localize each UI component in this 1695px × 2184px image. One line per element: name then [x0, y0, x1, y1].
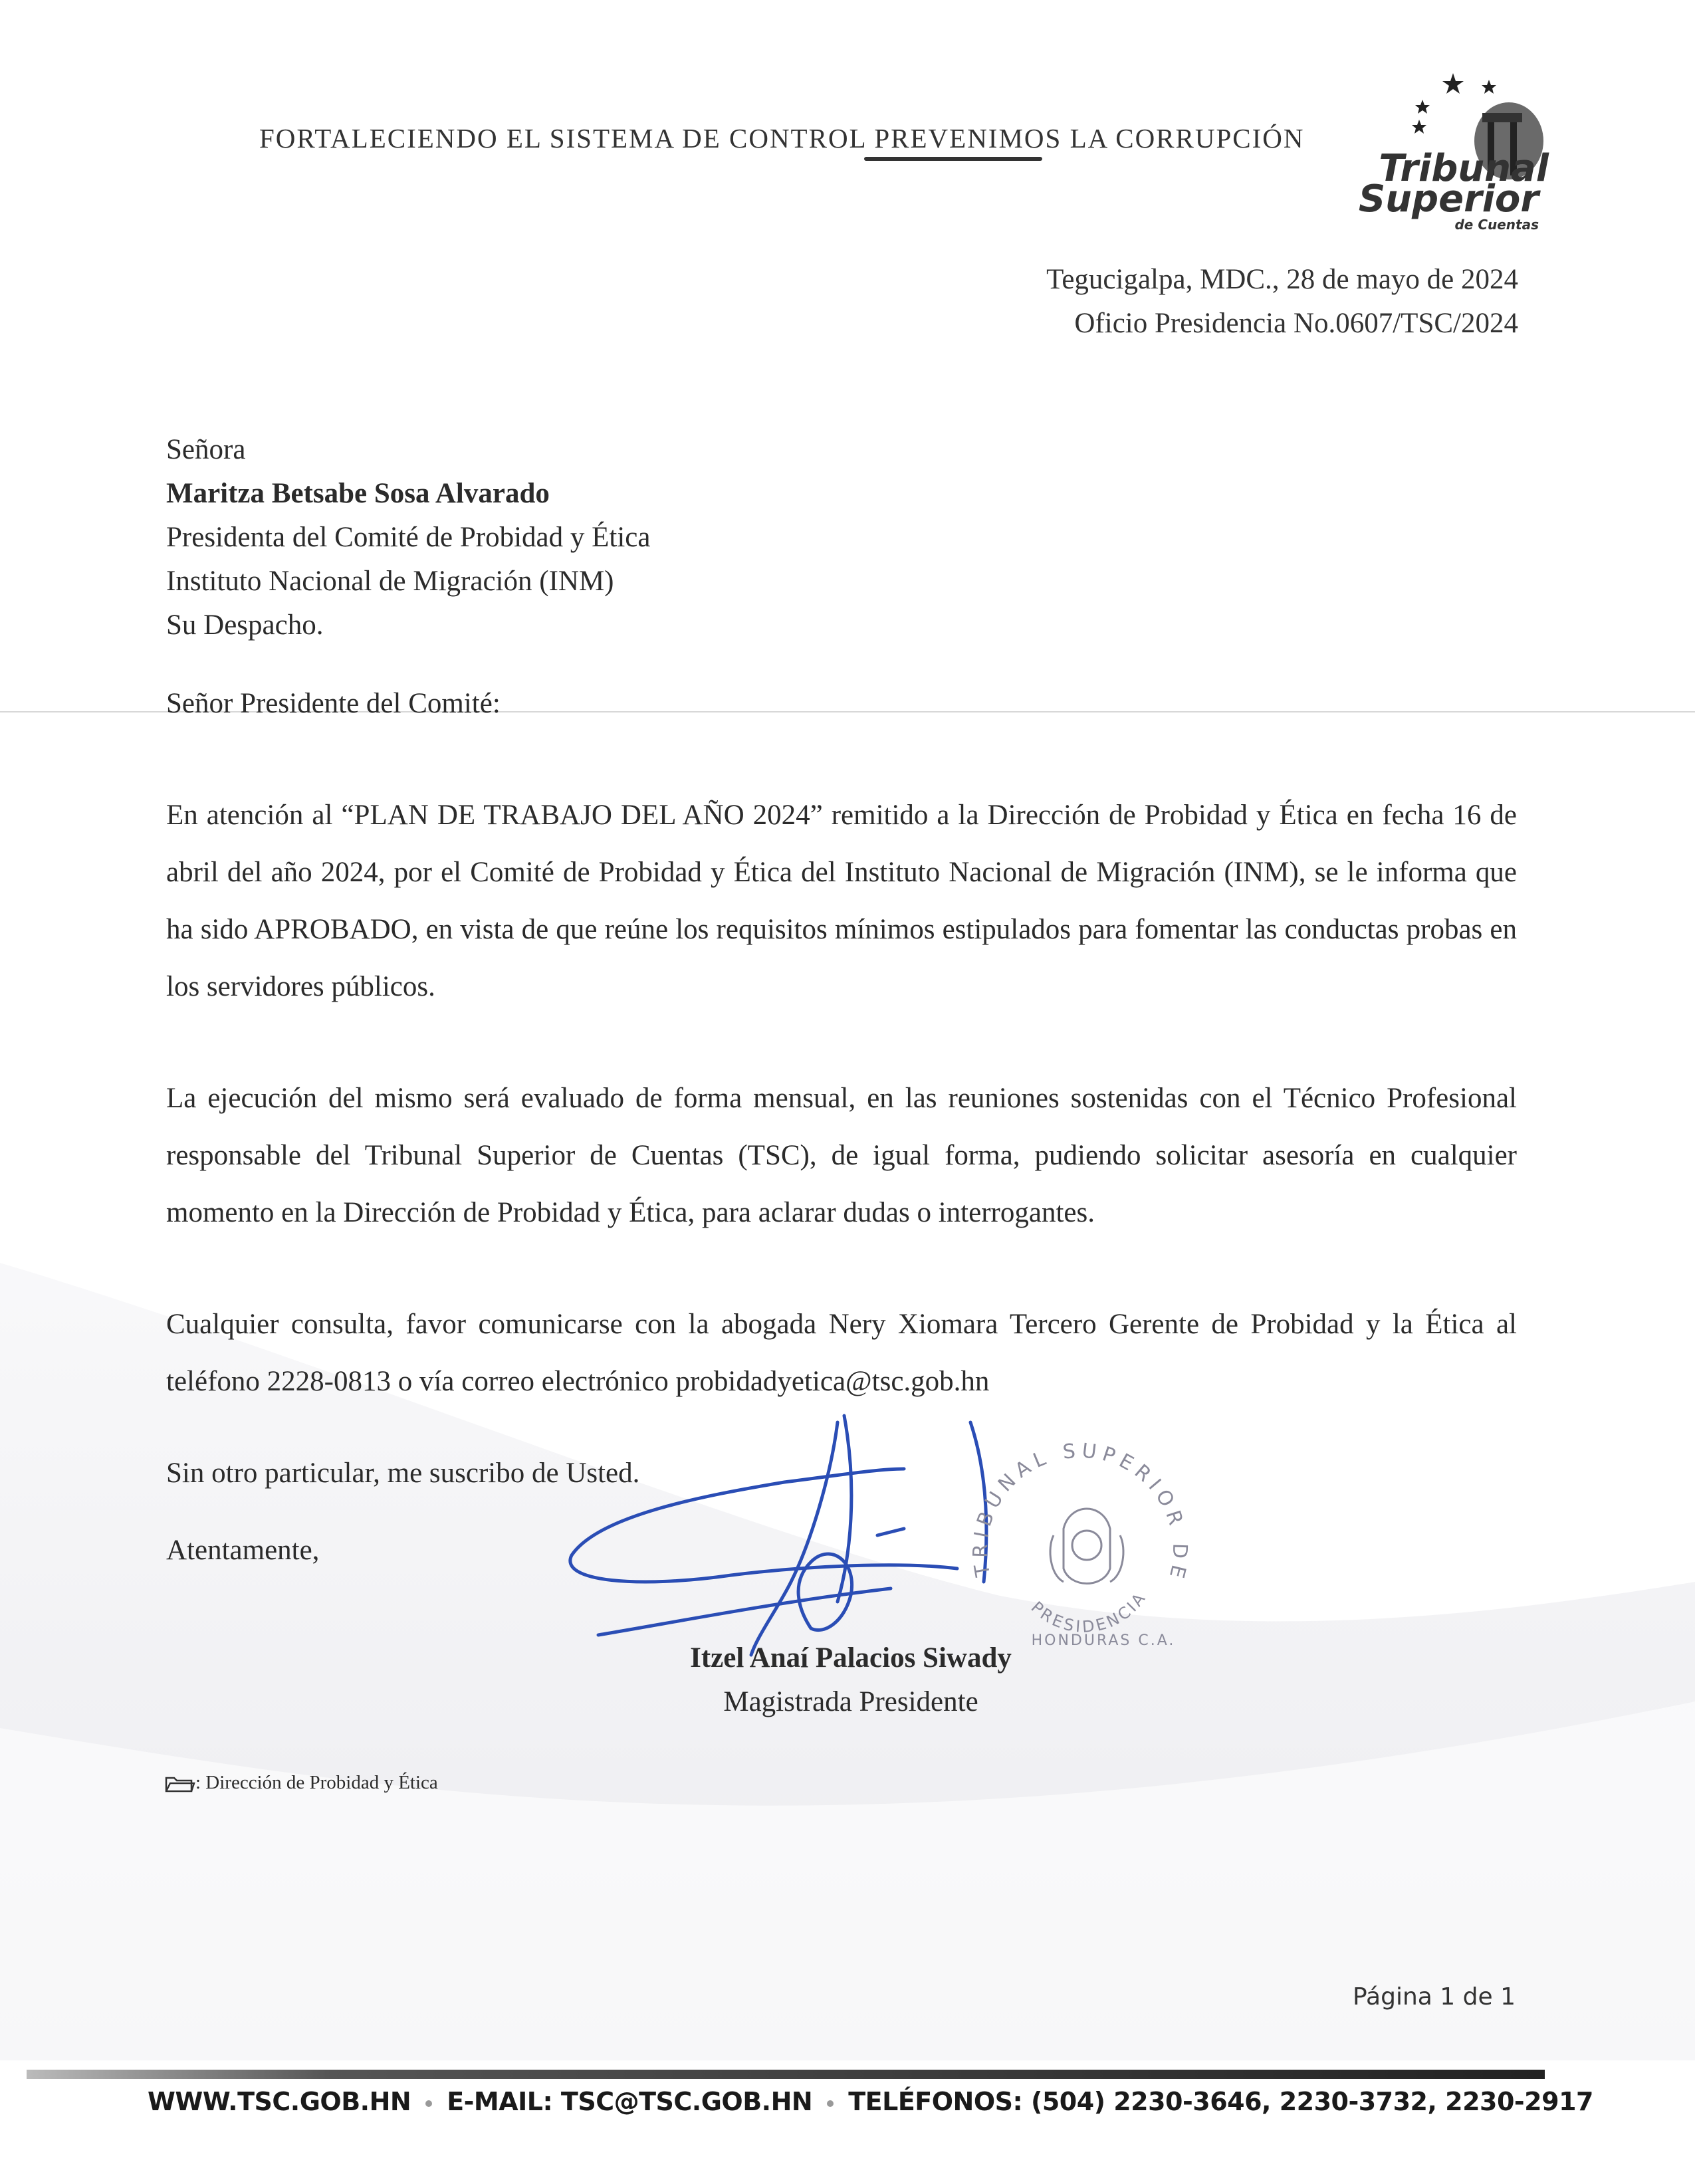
signatory-title: Magistrada Presidente	[723, 1686, 978, 1717]
handwritten-signature	[558, 1409, 997, 1662]
footer-website: WWW.TSC.GOB.HN	[148, 2087, 411, 2116]
place-date: Tegucigalpa, MDC., 28 de mayo de 2024	[1046, 264, 1518, 295]
closing-line: Sin otro particular, me suscribo de Usted.	[166, 1458, 640, 1489]
folder-icon	[165, 1774, 195, 1794]
copy-to	[165, 1772, 438, 1794]
footer-contact	[148, 2087, 1593, 2116]
seal-inner-text-1: PRESIDENCIA	[1027, 1588, 1151, 1637]
tsc-logo-graphic	[1356, 66, 1555, 246]
recipient-salutation: Señora	[166, 434, 246, 465]
recipient-institution: Instituto Nacional de Migración (INM)	[166, 566, 614, 597]
body-paragraph-3: Cualquier consulta, favor comunicarse con la abogada Nery Xiomara Tercero Gerente de Probidad y la Ética al teléfono 2228-0813 o vía correo electrónico probidadyetica@tsc.gob.hn	[166, 1309, 1517, 1397]
slogan-underline	[864, 157, 1042, 161]
slogan-text-1: FORTALECIENDO EL SISTEMA DE CONTROL	[259, 123, 875, 154]
closing-regards: Atentamente,	[166, 1535, 320, 1566]
body-paragraph-2: La ejecución del mismo será evaluado de forma mensual, en las reuniones sostenidas con el Técnico Profesional responsable del Tribunal Superior de Cuentas (TSC), de igual forma, pudiendo solicitar asesoría en cualquier momento en la Dirección de Probidad y Ética, para aclarar dudas o interrogantes.	[166, 1083, 1517, 1228]
signatory-name: Itzel Anaí Palacios Siwady	[690, 1642, 1012, 1674]
logo-text-superior: Superior	[1358, 177, 1539, 221]
separator-dot	[827, 2100, 834, 2107]
recipient-office: Su Despacho.	[166, 609, 324, 641]
footer-email: E-MAIL: TSC@TSC.GOB.HN	[447, 2087, 813, 2116]
logo-text-tribunal: Tribunal	[1379, 147, 1549, 190]
slogan-text-underlined: PREVENIMOS	[874, 123, 1062, 154]
footer-bar	[27, 2070, 1545, 2079]
slogan-text-2: LA CORRUPCIÓN	[1062, 123, 1305, 154]
page-number: Página 1 de 1	[1352, 1983, 1516, 2011]
svg-text:TRIBUNAL SUPERIOR DE CUENTAS	[951, 1409, 1191, 1585]
copy-to-text: : Dirección de Probidad y Ética	[195, 1772, 438, 1793]
recipient-name: Maritza Betsabe Sosa Alvarado	[166, 478, 550, 509]
seal-outer-text: TRIBUNAL SUPERIOR DE	[968, 1439, 1192, 1586]
recipient-position: Presidenta del Comité de Probidad y Ética	[166, 522, 651, 553]
reference-number: Oficio Presidencia No.0607/TSC/2024	[1074, 308, 1518, 339]
greeting: Señor Presidente del Comité:	[166, 688, 501, 719]
svg-text:PRESIDENCIA	[1028, 1588, 1151, 1636]
body-paragraph-1: En atención al “PLAN DE TRABAJO DEL AÑO 2024” remitido a la Dirección de Probidad y Ética en fecha 16 de abril del año 2024, por el Comité de Probidad y Ética del Instituto Nacional de Migración (INM), se le informa que ha sido APROBADO, en vista de que reúne los requisitos mínimos estipulados para fomentar las conductas probas en los servidores públicos.	[166, 800, 1517, 1002]
official-seal	[951, 1409, 1210, 1662]
footer-phones: TELÉFONOS: (504) 2230-3646, 2230-3732, 2230-2917	[848, 2087, 1593, 2116]
seal-inner-text-2: HONDURAS C.A.	[1031, 1632, 1176, 1649]
tsc-logo	[1356, 66, 1555, 246]
logo-text-de-cuentas: de Cuentas	[1454, 217, 1539, 233]
header-slogan	[259, 122, 1305, 154]
separator-dot	[425, 2100, 432, 2107]
